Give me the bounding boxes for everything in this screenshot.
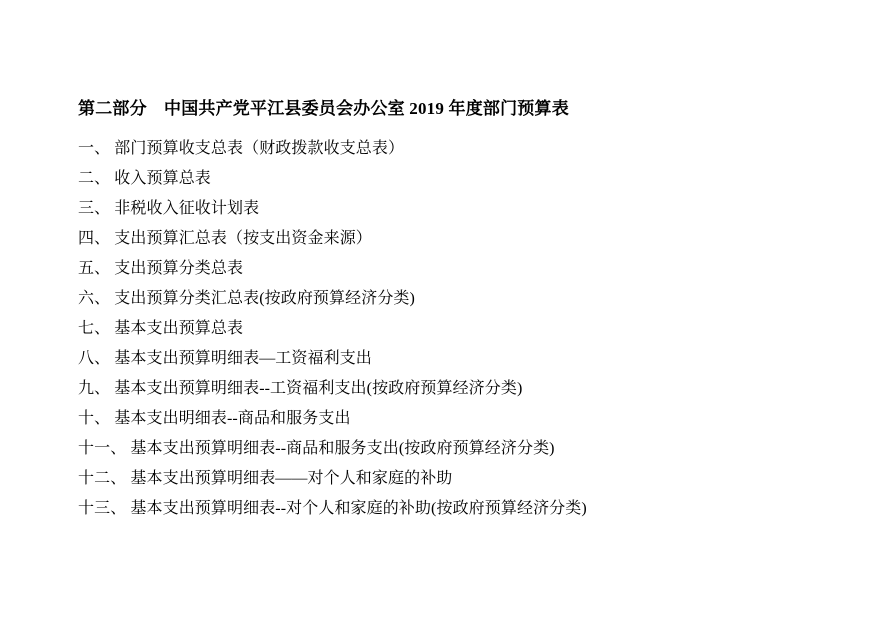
list-item: 二、 收入预算总表 [78,169,211,187]
list-item: 三、 非税收入征收计划表 [78,199,260,217]
list-item: 十、 基本支出明细表--商品和服务支出 [78,409,351,427]
list-item: 四、 支出预算汇总表（按支出资金来源） [78,229,372,247]
list-item: 一、 部门预算收支总表（财政拨款收支总表） [78,139,405,157]
list-item: 七、 基本支出预算总表 [78,319,244,337]
table-of-contents [78,134,817,524]
list-item: 十二、 基本支出预算明细表——对个人和家庭的补助 [78,469,453,487]
list-item: 六、 支出预算分类汇总表(按政府预算经济分类) [78,289,415,307]
page-title: 第二部分 中国共产党平江县委员会办公室 2019 年度部门预算表 [78,99,569,118]
list-item: 九、 基本支出预算明细表--工资福利支出(按政府预算经济分类) [78,379,523,397]
list-item: 十三、 基本支出预算明细表--对个人和家庭的补助(按政府预算经济分类) [78,499,587,517]
list-item: 八、 基本支出预算明细表—工资福利支出 [78,349,372,367]
list-item: 十一、 基本支出预算明细表--商品和服务支出(按政府预算经济分类) [78,439,555,457]
list-item: 五、 支出预算分类总表 [78,259,244,277]
